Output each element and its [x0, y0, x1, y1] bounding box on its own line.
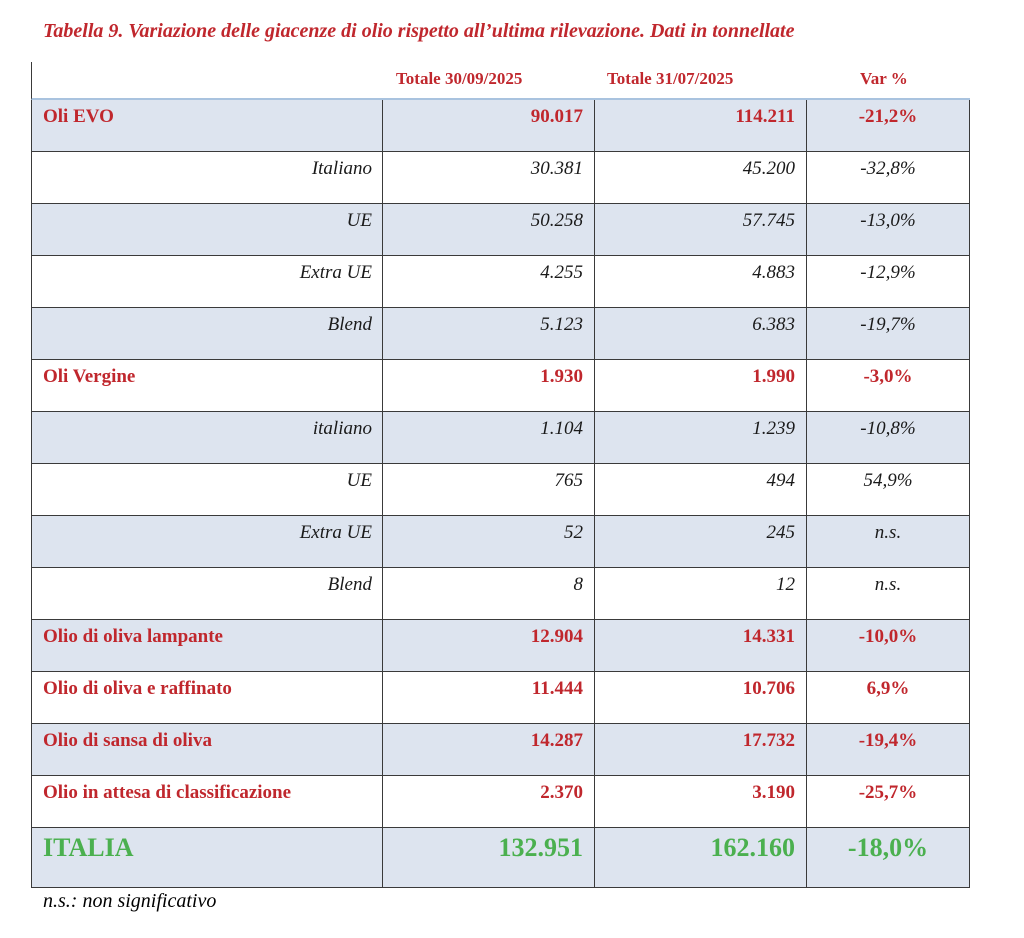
value-sep: 14.287: [382, 724, 594, 775]
table-row: [31, 256, 970, 308]
value-var: -19,7%: [806, 308, 970, 359]
value-var: 6,9%: [806, 672, 970, 723]
table-row: [31, 204, 970, 256]
total-value-jul: 162.160: [594, 828, 806, 887]
value-var: -3,0%: [806, 360, 970, 411]
value-sep: 30.381: [382, 152, 594, 203]
value-sep: 2.370: [382, 776, 594, 827]
value-var: -19,4%: [806, 724, 970, 775]
column-header-total-sep: Totale 30/09/2025: [396, 69, 523, 88]
value-jul: 45.200: [594, 152, 806, 203]
table-row: [31, 724, 970, 776]
table-title: Tabella 9. Variazione delle giacenze di olio rispetto all’ultima rilevazione. Dati in tonnellate: [43, 20, 795, 42]
value-var: -13,0%: [806, 204, 970, 255]
value-sep: 5.123: [382, 308, 594, 359]
row-label: Italiano: [31, 152, 382, 203]
table-row: [31, 360, 970, 412]
value-jul: 114.211: [594, 100, 806, 151]
total-row: [31, 828, 970, 888]
table-row: [31, 308, 970, 360]
row-label: Blend: [31, 568, 382, 619]
value-jul: 4.883: [594, 256, 806, 307]
table-row: [31, 672, 970, 724]
value-var: -10,8%: [806, 412, 970, 463]
value-jul: 6.383: [594, 308, 806, 359]
row-label: Olio di oliva e raffinato: [31, 672, 382, 723]
value-var: -10,0%: [806, 620, 970, 671]
table-row: [31, 776, 970, 828]
row-label: Extra UE: [31, 516, 382, 567]
row-label: Olio in attesa di classificazione: [31, 776, 382, 827]
row-label: Oli Vergine: [31, 360, 382, 411]
total-value-sep: 132.951: [382, 828, 594, 887]
row-label: UE: [31, 204, 382, 255]
value-sep: 90.017: [382, 100, 594, 151]
value-sep: 52: [382, 516, 594, 567]
value-var: -25,7%: [806, 776, 970, 827]
column-header-var: Var %: [860, 69, 908, 88]
value-sep: 1.104: [382, 412, 594, 463]
row-label: Oli EVO: [31, 100, 382, 151]
table-row: [31, 620, 970, 672]
value-jul: 57.745: [594, 204, 806, 255]
row-label: Blend: [31, 308, 382, 359]
value-var: 54,9%: [806, 464, 970, 515]
footnote: n.s.: non significativo: [43, 890, 217, 912]
column-header-total-jul: Totale 31/07/2025: [607, 69, 734, 88]
table-row: [31, 464, 970, 516]
value-jul: 1.239: [594, 412, 806, 463]
row-label: Olio di sansa di oliva: [31, 724, 382, 775]
value-jul: 14.331: [594, 620, 806, 671]
value-sep: 12.904: [382, 620, 594, 671]
value-sep: 765: [382, 464, 594, 515]
row-label: Extra UE: [31, 256, 382, 307]
table-row: [31, 516, 970, 568]
value-jul: 245: [594, 516, 806, 567]
row-label: italiano: [31, 412, 382, 463]
value-jul: 1.990: [594, 360, 806, 411]
value-jul: 10.706: [594, 672, 806, 723]
value-sep: 1.930: [382, 360, 594, 411]
value-var: -32,8%: [806, 152, 970, 203]
value-var: -12,9%: [806, 256, 970, 307]
value-jul: 494: [594, 464, 806, 515]
value-jul: 12: [594, 568, 806, 619]
value-sep: 50.258: [382, 204, 594, 255]
value-sep: 4.255: [382, 256, 594, 307]
table-header: [31, 62, 970, 100]
value-jul: 3.190: [594, 776, 806, 827]
table-row: [31, 100, 970, 152]
value-jul: 17.732: [594, 724, 806, 775]
value-var: n.s.: [806, 568, 970, 619]
row-label: Olio di oliva lampante: [31, 620, 382, 671]
total-label: ITALIA: [31, 828, 382, 887]
total-value-var: -18,0%: [806, 828, 970, 887]
stock-variation-table: [31, 62, 970, 888]
value-sep: 8: [382, 568, 594, 619]
value-var: -21,2%: [806, 100, 970, 151]
value-var: n.s.: [806, 516, 970, 567]
table-row: [31, 412, 970, 464]
row-label: UE: [31, 464, 382, 515]
table-row: [31, 152, 970, 204]
table-row: [31, 568, 970, 620]
value-sep: 11.444: [382, 672, 594, 723]
